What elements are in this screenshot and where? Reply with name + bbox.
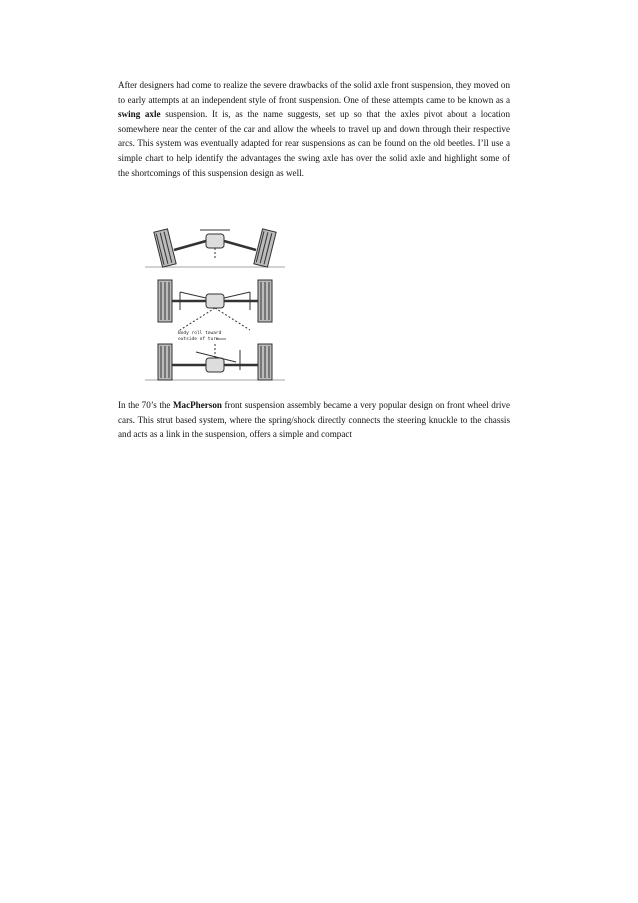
paragraph-text: suspension. It is, as the name suggests, set up so that the axles pivot about a location somewhere near the center of the car and allow the wheels to travel up and down through their respective arcs. This system was eventually adapted for rear suspensions as can be found on the old beetles. I’ll use a simple chart to help identify the advantages the swing axle has over the solid axle and highlight some of the shortcomings of this suspension design as well. bbox=[118, 109, 511, 178]
figure-caption-line1: Body roll toward bbox=[178, 331, 222, 336]
swing-axle-diagram bbox=[140, 220, 290, 390]
paragraph-text: front suspension assembly became a very popular design on front wheel drive cars. This strut based system, where the spring/shock directly connects the steering knuckle to the chassis and acts as a link in the suspension, offers a simple and compact bbox=[118, 400, 510, 440]
paragraph-text: In the 70’s the bbox=[118, 400, 173, 410]
diagram-middle bbox=[158, 280, 272, 330]
suspension-illustration bbox=[140, 220, 290, 390]
diagram-bottom bbox=[145, 344, 285, 380]
figure-caption-line2: outside of turn bbox=[178, 337, 219, 342]
paragraph-swing-axle bbox=[118, 78, 510, 180]
paragraph-text: After designers had come to realize the severe drawbacks of the solid axle front suspension, they moved on to early attempts at an independent style of front suspension. One of these attempts came to be known as a bbox=[118, 80, 510, 105]
diagram-top bbox=[145, 229, 285, 267]
paragraph-macpherson bbox=[118, 398, 510, 442]
term-macpherson: MacPherson bbox=[172, 400, 222, 410]
term-swing-axle: swing axle bbox=[118, 109, 161, 120]
